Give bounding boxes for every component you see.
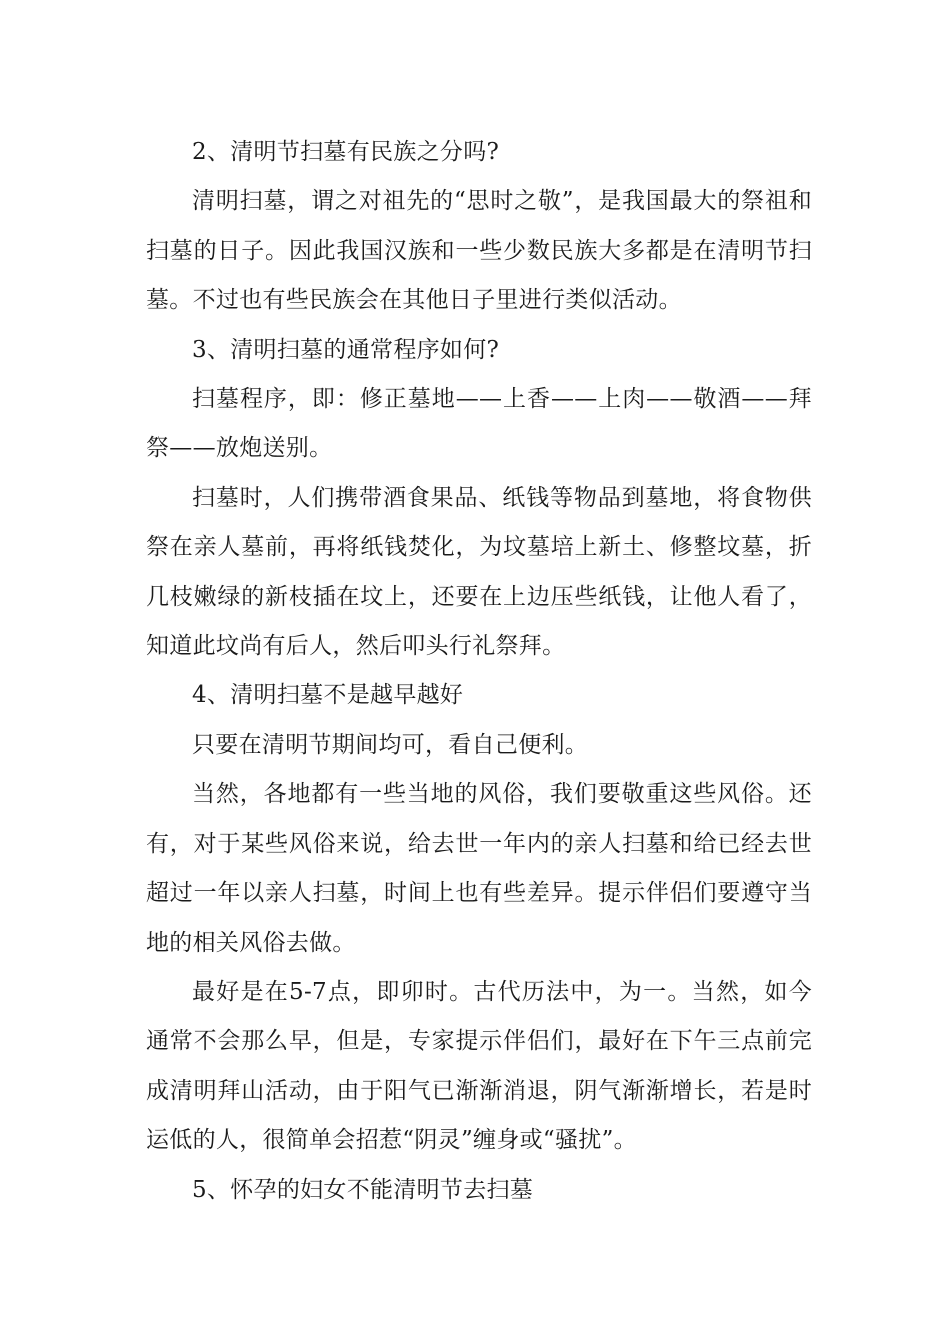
paragraph-ancestor-respect: 清明扫墓，谓之对祖先的“思时之敬”，是我国最大的祭祖和扫墓的日子。因此我国汉族和一些少数民族大多都是在清明节扫墓。不过也有些民族会在其他日子里进行类似活动。 xyxy=(146,188,812,314)
heading-question-4: 4、清明扫墓不是越早越好 xyxy=(192,682,464,709)
heading-question-3: 3、清明扫墓的通常程序如何? xyxy=(192,336,500,363)
paragraph-best-time: 最好是在5-7点，即卯时。古代历法中，为一。当然，如今通常不会那么早，但是，专家提示伴侣们，最好在下午三点前完成清明拜山活动，由于阳气已渐渐消退，阴气渐渐增长，若是时运低的人，很简单会招惹“阴灵”缠身或“骚扰”。 xyxy=(146,978,812,1154)
paragraph-any-time: 只要在清明节期间均可，看自己便利。 xyxy=(192,731,589,758)
paragraph-tomb-sweeping-details: 扫墓时，人们携带酒食果品、纸钱等物品到墓地，将食物供祭在亲人墓前，再将纸钱焚化，为坟墓培上新土、修整坟墓，折几枝嫩绿的新枝插在坟上，还要在上边压些纸钱，让他人看了，知道此坟尚有后人，然后叩头行礼祭拜。 xyxy=(146,484,812,660)
paragraph-local-customs: 当然，各地都有一些当地的风俗，我们要敬重这些风俗。还有，对于某些风俗来说，给去世一年内的亲人扫墓和给已经去世超过一年以亲人扫墓，时间上也有些差异。提示伴侣们要遵守当地的相关风俗去做。 xyxy=(146,781,812,956)
heading-question-5: 5、怀孕的妇女不能清明节去扫墓 xyxy=(192,1176,534,1203)
paragraph-procedure: 扫墓程序，即：修正墓地——上香——上肉——敬酒——拜祭——放炮送别。 xyxy=(146,386,812,462)
heading-question-2: 2、清明节扫墓有民族之分吗? xyxy=(192,139,500,165)
document-body xyxy=(146,128,812,1215)
